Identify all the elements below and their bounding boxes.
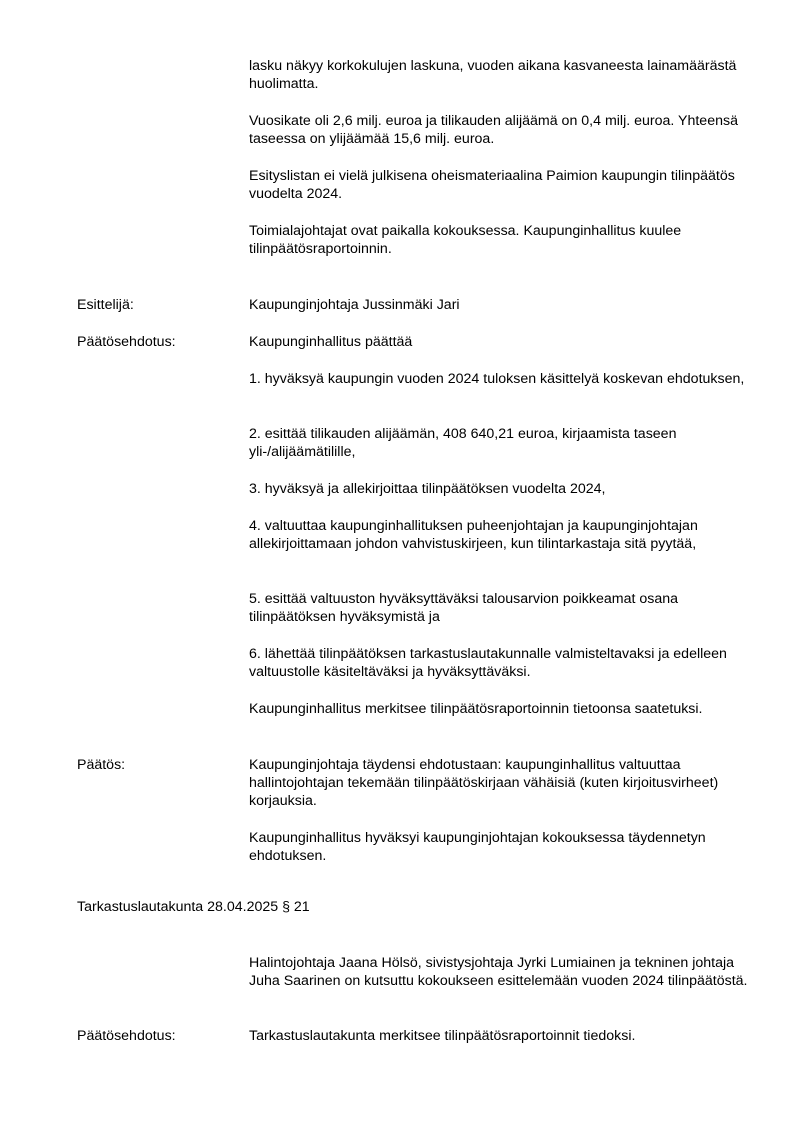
audit-proposal-text: Tarkastuslautakunta merkitsee tilinpäätösraportoinnit tiedoksi. (249, 1028, 636, 1044)
audit-paragraph-1: Halintojohtaja Jaana Hölsö, sivistysjohtaja Jyrki Lumiainen ja tekninen johtaja Juha Saarinen on kutsuttu kokoukseen esittelemään vuoden 2024 tilinpäätöstä. (249, 955, 748, 989)
presenter-label: Esittelijä: (77, 297, 134, 313)
proposal-item-1: 1. hyväksyä kaupungin vuoden 2024 tuloksen käsittelyä koskevan ehdotuksen, (249, 371, 745, 387)
proposal-item-3: 3. hyväksyä ja allekirjoittaa tilinpäätöksen vuodelta 2024, (249, 481, 606, 497)
proposal-item-4: 4. valtuuttaa kaupunginhallituksen puheenjohtajan ja kaupunginjohtajan allekirjoittamaan johdon vahvistuskirjeen, kun tilintarkastaja sitä pyytää, (249, 518, 698, 552)
intro-paragraph-2: Vuosikate oli 2,6 milj. euroa ja tilikauden alijäämä on 0,4 milj. euroa. Yhteensä taseessa on ylijäämää 15,6 milj. euroa. (249, 113, 738, 147)
presenter-value: Kaupunginjohtaja Jussinmäki Jari (249, 297, 460, 313)
proposal-lead: Kaupunginhallitus päättää (249, 334, 413, 350)
intro-paragraph-1: lasku näkyy korkokulujen laskuna, vuoden aikana kasvaneesta lainamäärästä huolimatta. (249, 58, 737, 92)
audit-proposal-label: Päätösehdotus: (77, 1028, 176, 1044)
decision-paragraph-2: Kaupunginhallitus hyväksyi kaupunginjohtajan kokouksessa täydennetyn ehdotuksen. (249, 830, 706, 864)
proposal-item-2: 2. esittää tilikauden alijäämän, 408 640,21 euroa, kirjaamista taseen yli-/alijäämätilille, (249, 426, 677, 460)
proposal-note: Kaupunginhallitus merkitsee tilinpäätösraportoinnin tietoonsa saatetuksi. (249, 701, 703, 717)
intro-paragraph-4: Toimialajohtajat ovat paikalla kokouksessa. Kaupunginhallitus kuulee tilinpäätösraportoinnin. (249, 223, 682, 257)
proposal-item-5: 5. esittää valtuuston hyväksyttäväksi talousarvion poikkeamat osana tilinpäätöksen hyväksymistä ja (249, 591, 679, 625)
proposal-label: Päätösehdotus: (77, 334, 176, 350)
intro-paragraph-3: Esityslistan ei vielä julkisena oheismateriaalina Paimion kaupungin tilinpäätös vuodelta 2024. (249, 168, 735, 202)
decision-label: Päätös: (77, 757, 126, 773)
proposal-item-6: 6. lähettää tilinpäätöksen tarkastuslautakunnalle valmisteltavaksi ja edelleen valtuustolle käsiteltäväksi ja hyväksyttäväksi. (249, 646, 727, 680)
decision-paragraph-1: Kaupunginjohtaja täydensi ehdotustaan: kaupunginhallitus valtuuttaa hallintojohtajan tekemään tilinpäätöskirjaan vähäisiä (kuten kirjoitusvirheet) korjauksia. (249, 757, 719, 809)
audit-heading: Tarkastuslautakunta 28.04.2025 § 21 (77, 899, 310, 915)
